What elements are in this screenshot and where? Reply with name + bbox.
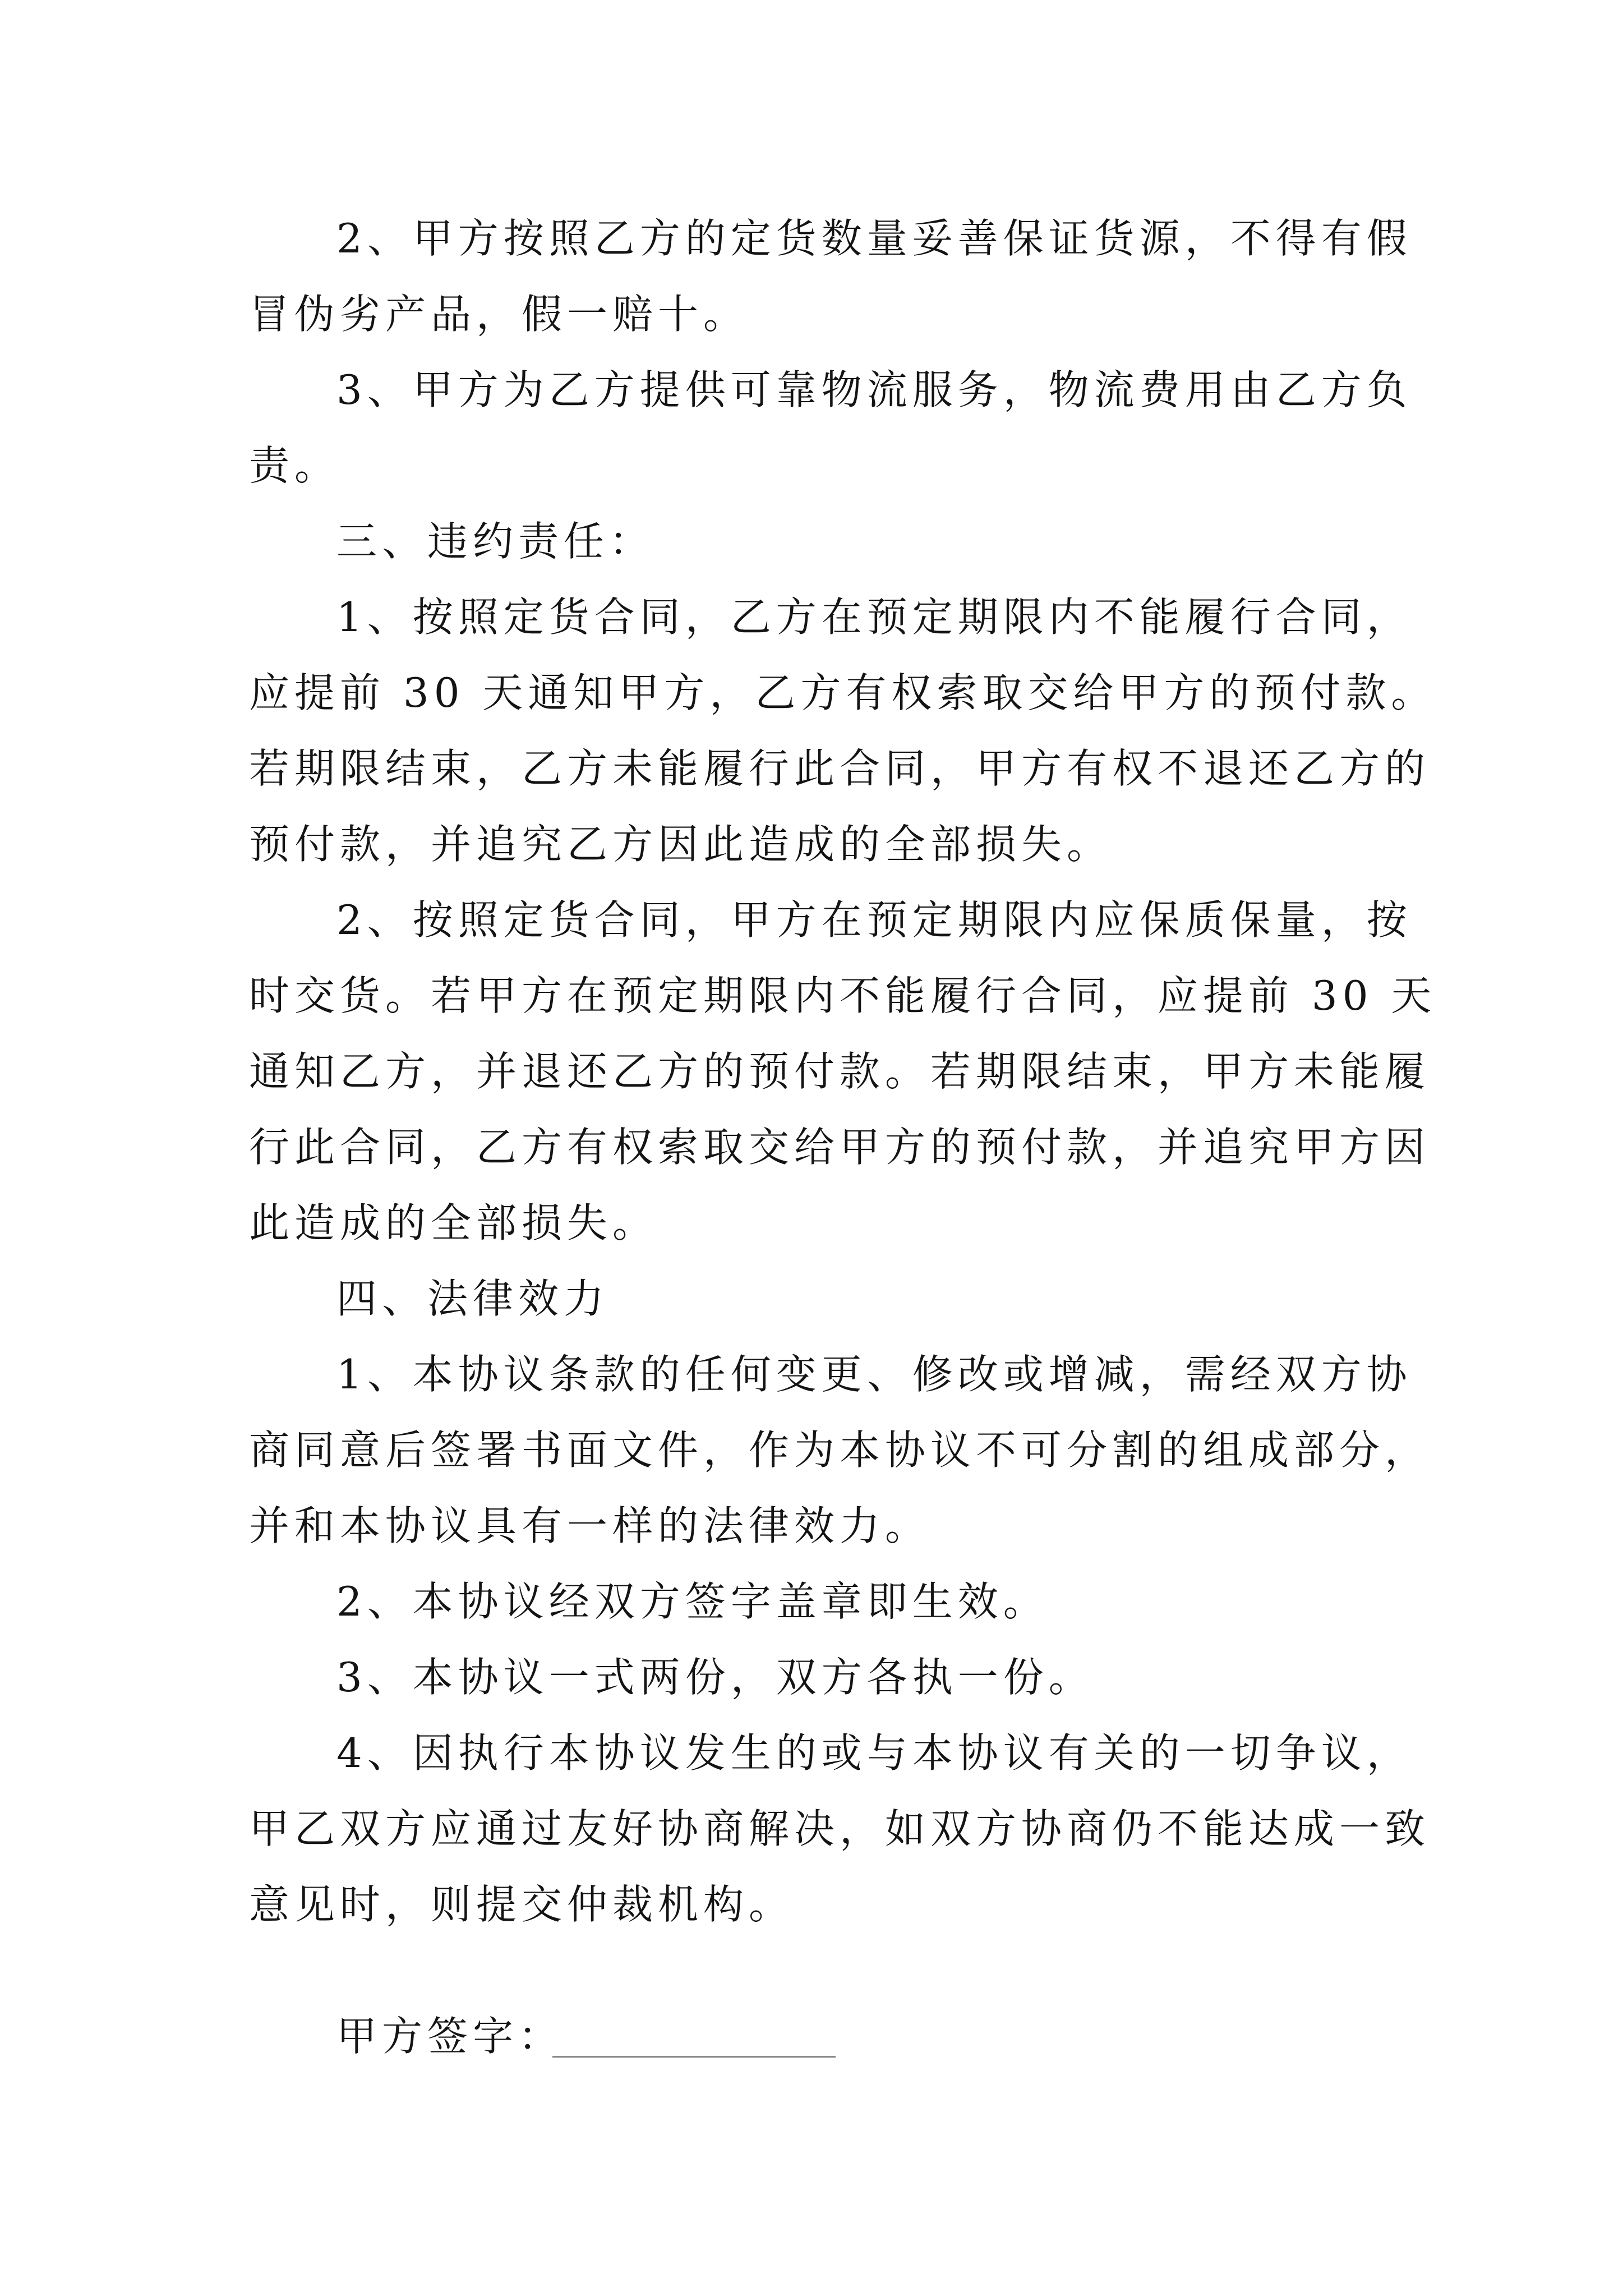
clause-line: 预付款，并追究乙方因此造成的全部损失。	[249, 821, 1113, 868]
clause-line: 3、甲方为乙方提供可靠物流服务，物流费用由乙方负	[336, 366, 1412, 413]
signature-blank-line	[552, 2056, 836, 2058]
clause-line: 应提前 30 天通知甲方，乙方有权索取交给甲方的预付款。	[249, 669, 1437, 716]
clause-line: 若期限结束，乙方未能履行此合同，甲方有权不退还乙方的	[249, 745, 1431, 792]
clause-line: 并和本协议具有一样的法律效力。	[249, 1502, 931, 1549]
section-heading: 四、法律效力	[336, 1275, 610, 1322]
party-a-signature-label: 甲方签字：	[336, 2013, 564, 2060]
clause-line: 2、甲方按照乙方的定货数量妥善保证货源，不得有假	[336, 215, 1412, 262]
clause-line: 商同意后签署书面文件，作为本协议不可分割的组成部分，	[249, 1427, 1431, 1474]
clause-line: 此造成的全部损失。	[249, 1199, 658, 1246]
clause-line: 责。	[249, 442, 340, 489]
clause-line: 甲乙双方应通过友好协商解决，如双方协商仍不能达成一致	[249, 1805, 1431, 1852]
clause-line: 通知乙方，并退还乙方的预付款。若期限结束，甲方未能履	[249, 1048, 1431, 1095]
section-heading: 三、违约责任：	[336, 518, 655, 565]
clause-line: 2、按照定货合同，甲方在预定期限内应保质保量，按	[336, 896, 1412, 944]
clause-line: 1、按照定货合同，乙方在预定期限内不能履行合同，	[336, 593, 1412, 641]
clause-line: 2、本协议经双方签字盖章即生效。	[336, 1578, 1049, 1625]
clause-line: 冒伪劣产品，假一赔十。	[249, 291, 749, 338]
clause-line: 4、因执行本协议发生的或与本协议有关的一切争议，	[336, 1729, 1412, 1777]
clause-line: 时交货。若甲方在预定期限内不能履行合同，应提前 30 天	[249, 972, 1437, 1019]
clause-line: 1、本协议条款的任何变更、修改或增减，需经双方协	[336, 1351, 1412, 1398]
clause-line: 3、本协议一式两份，双方各执一份。	[336, 1654, 1094, 1701]
clause-line: 意见时，则提交仲裁机构。	[249, 1881, 795, 1928]
clause-line: 行此合同，乙方有权索取交给甲方的预付款，并追究甲方因	[249, 1124, 1431, 1171]
